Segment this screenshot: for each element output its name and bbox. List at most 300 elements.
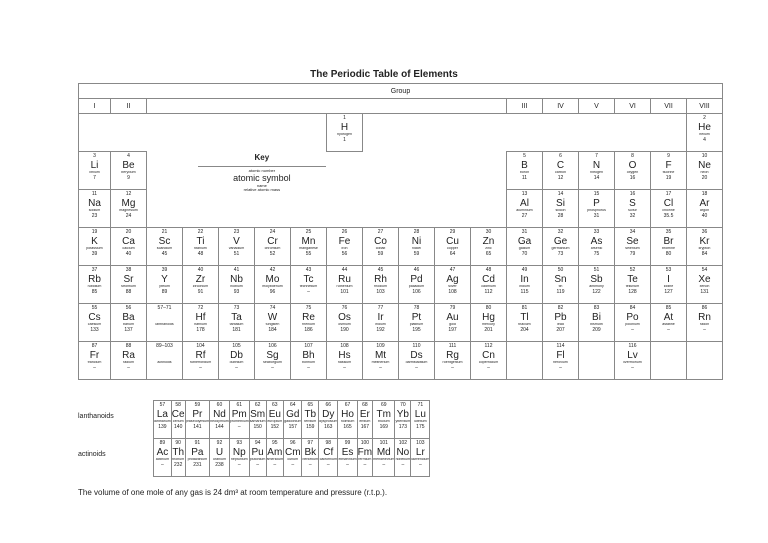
element-name: nitrogen: [590, 171, 603, 174]
relative-atomic-mass: 80: [665, 251, 672, 257]
element-cell: [363, 342, 399, 380]
element-name: livermorium: [623, 361, 642, 364]
row1-blank: [363, 114, 687, 152]
atomic-symbol: Db: [230, 350, 243, 361]
atomic-number: 79: [449, 305, 456, 311]
atomic-number: 11: [91, 191, 98, 197]
relative-atomic-mass: 75: [593, 251, 600, 257]
row1-blank: [79, 114, 327, 152]
element-cell: [154, 439, 172, 477]
relative-atomic-mass: 45: [161, 251, 168, 257]
relative-atomic-mass: 84: [701, 251, 708, 257]
relative-atomic-mass: 32: [629, 213, 636, 219]
atomic-symbol: P: [593, 198, 600, 209]
relative-atomic-mass: –: [343, 365, 346, 371]
atomic-number: 95: [272, 440, 278, 446]
relative-atomic-mass: 88: [125, 289, 132, 295]
relative-atomic-mass: –: [256, 462, 260, 468]
atomic-number: 27: [377, 229, 384, 235]
element-cell: [210, 401, 230, 439]
element-name: magnesium: [119, 209, 138, 212]
relative-atomic-mass: 31: [593, 213, 600, 219]
atomic-symbol: Dy: [322, 409, 335, 420]
atomic-number: 2: [703, 115, 706, 121]
element-name: rutherfordium: [189, 361, 212, 364]
element-name: polonium: [625, 323, 640, 326]
relative-atomic-mass: –: [273, 462, 277, 468]
atomic-symbol: Ac: [156, 447, 169, 458]
relative-atomic-mass: –: [237, 424, 241, 430]
element-cell: [185, 401, 210, 439]
relative-atomic-mass: –: [346, 462, 349, 468]
atomic-symbol: Hf: [195, 312, 206, 323]
atomic-number: 19: [91, 229, 98, 235]
relative-atomic-mass: 232: [174, 462, 183, 468]
element-name: chromium: [264, 247, 281, 250]
atomic-symbol: Mo: [265, 274, 280, 285]
atomic-symbol: Cr: [267, 236, 278, 247]
element-cell: [687, 190, 723, 228]
element-name: seaborgium: [263, 361, 282, 364]
element-cell: [687, 304, 723, 342]
element-name: fluorine: [662, 171, 675, 174]
relative-atomic-mass: 59: [413, 251, 420, 257]
element-name: iron: [341, 247, 348, 250]
f-block-table: [153, 400, 430, 477]
empty-cell: [687, 342, 723, 380]
element-name: lawrencium: [411, 458, 430, 461]
atomic-symbol: Gd: [286, 409, 300, 420]
atomic-number: 55: [91, 305, 98, 311]
atomic-symbol: Ce: [171, 409, 185, 420]
atomic-number: 30: [485, 229, 492, 235]
atomic-symbol: Te: [627, 274, 638, 285]
element-cell: [327, 304, 363, 342]
relative-atomic-mass: 103: [376, 289, 385, 295]
element-name: cadmium: [481, 285, 496, 288]
atomic-number: 60: [216, 402, 223, 408]
element-name: yttrium: [159, 285, 170, 288]
atomic-symbol: Y: [161, 274, 168, 285]
element-name: hydrogen: [337, 133, 352, 136]
relative-atomic-mass: –: [308, 462, 312, 468]
element-cell: [183, 342, 219, 380]
element-name: berkelium: [302, 458, 319, 461]
element-name: protactinium: [187, 458, 208, 461]
element-cell: [338, 439, 357, 477]
element-name: meitnerium: [371, 361, 390, 364]
atomic-symbol: [147, 350, 182, 361]
element-cell: [255, 304, 291, 342]
atomic-number: 40: [197, 267, 204, 273]
element-cell: [79, 342, 111, 380]
element-cell: [687, 152, 723, 190]
relative-atomic-mass: –: [326, 462, 330, 468]
element-name: roentgenium: [442, 361, 463, 364]
element-cell: [399, 342, 435, 380]
element-name: neodymium: [210, 420, 229, 423]
atomic-symbol: Ge: [553, 236, 568, 247]
element-cell: [651, 266, 687, 304]
key-symbol: atomic symbol: [233, 173, 291, 183]
atomic-number: 52: [629, 267, 636, 273]
element-name: copper: [447, 247, 458, 250]
atomic-number: 42: [269, 267, 276, 273]
atomic-symbol: O: [628, 160, 637, 171]
atomic-symbol: Cu: [446, 236, 459, 247]
relative-atomic-mass: –: [401, 462, 405, 468]
atomic-symbol: Er: [359, 409, 370, 420]
element-cell: [183, 304, 219, 342]
atomic-symbol: Ar: [699, 198, 710, 209]
atomic-number: 31: [521, 229, 528, 235]
atomic-symbol: Am: [267, 447, 283, 458]
relative-atomic-mass: 195: [412, 327, 421, 333]
element-cell: [399, 266, 435, 304]
element-name: actinoids: [157, 361, 172, 364]
relative-atomic-mass: 91: [197, 289, 204, 295]
relative-atomic-mass: 28: [557, 213, 564, 219]
element-name: molybdenum: [262, 285, 283, 288]
atomic-number: 41: [233, 267, 240, 273]
relative-atomic-mass: –: [161, 462, 164, 468]
atomic-number: 57: [159, 402, 166, 408]
atomic-number: 5: [523, 153, 526, 159]
atomic-symbol: Nd: [213, 409, 226, 420]
atomic-number: 114: [556, 343, 565, 349]
group-number: I: [79, 99, 111, 114]
atomic-symbol: Be: [122, 160, 135, 171]
atomic-symbol: Li: [90, 160, 99, 171]
relative-atomic-mass: 150: [253, 424, 262, 430]
atomic-number: 74: [269, 305, 276, 311]
element-cell: [219, 228, 255, 266]
element-cell: [219, 266, 255, 304]
element-cell: [266, 401, 284, 439]
element-name: germanium: [551, 247, 570, 250]
element-cell: [357, 401, 372, 439]
element-name: niobium: [230, 285, 243, 288]
atomic-number: 89: [159, 440, 166, 446]
element-cell: [615, 342, 651, 380]
atomic-number: 49: [521, 267, 528, 273]
element-cell: [111, 266, 147, 304]
element-cell: [229, 439, 249, 477]
element-cell: [411, 401, 430, 439]
relative-atomic-mass: 73: [557, 251, 564, 257]
atomic-symbol: La: [156, 409, 168, 420]
element-name: darmstadtium: [405, 361, 428, 364]
element-cell: [327, 228, 363, 266]
group-number: VI: [615, 99, 651, 114]
relative-atomic-mass: 169: [379, 424, 388, 430]
relative-atomic-mass: 93: [233, 289, 240, 295]
element-name: oxygen: [626, 171, 639, 174]
element-cell: [507, 152, 543, 190]
element-name: neon: [700, 171, 709, 174]
atomic-number: 100: [360, 440, 370, 446]
relative-atomic-mass: –: [237, 462, 241, 468]
element-name: bromine: [662, 247, 675, 250]
atomic-number: 103: [416, 440, 425, 446]
element-name: iodine: [663, 285, 674, 288]
relative-atomic-mass: 141: [193, 424, 202, 430]
element-name: technetium: [299, 285, 318, 288]
atomic-symbol: H: [340, 122, 349, 133]
element-name: californium: [319, 458, 337, 461]
relative-atomic-mass: 167: [360, 424, 370, 430]
relative-atomic-mass: –: [291, 462, 295, 468]
element-cell: [171, 401, 185, 439]
relative-atomic-mass: 52: [269, 251, 276, 257]
atomic-symbol: At: [663, 312, 674, 323]
atomic-symbol: Ti: [196, 236, 205, 247]
element-name: scandium: [156, 247, 173, 250]
relative-atomic-mass: 79: [629, 251, 636, 257]
element-cell: [357, 439, 372, 477]
atomic-number: 76: [341, 305, 348, 311]
element-cell: [255, 266, 291, 304]
element-cell: [338, 401, 357, 439]
relative-atomic-mass: –: [703, 327, 706, 333]
group-number: V: [579, 99, 615, 114]
atomic-symbol: Ir: [377, 312, 384, 323]
atomic-symbol: He: [698, 122, 711, 133]
atomic-number: 108: [340, 343, 349, 349]
atomic-symbol: Re: [302, 312, 315, 323]
element-name: radium: [123, 361, 134, 364]
atomic-symbol: Eu: [268, 409, 281, 420]
atomic-number: 101: [379, 440, 388, 446]
atomic-symbol: Tb: [304, 409, 317, 420]
atomic-symbol: Np: [232, 447, 246, 458]
atomic-symbol: Os: [338, 312, 351, 323]
atomic-number: 110: [412, 343, 421, 349]
atomic-number: 92: [216, 440, 223, 446]
atomic-number: 67: [344, 402, 351, 408]
element-cell: [471, 228, 507, 266]
atomic-symbol: Pd: [410, 274, 423, 285]
relative-atomic-mass: 207: [556, 327, 565, 333]
atomic-number: 93: [236, 440, 243, 446]
atomic-number: 12: [125, 191, 132, 197]
atomic-number: 13: [521, 191, 528, 197]
element-cell: [615, 152, 651, 190]
atomic-symbol: Kr: [699, 236, 710, 247]
atomic-number: 105: [232, 343, 241, 349]
relative-atomic-mass: 48: [197, 251, 204, 257]
relative-atomic-mass: –: [379, 365, 382, 371]
element-name: bohrium: [302, 361, 315, 364]
atomic-number: 20: [125, 229, 132, 235]
atomic-symbol: Fr: [89, 350, 100, 361]
element-cell: [154, 401, 172, 439]
atomic-symbol: Lr: [415, 447, 425, 458]
element-cell: [395, 401, 411, 439]
element-name: thorium: [172, 458, 185, 461]
element-name: carbon: [555, 171, 566, 174]
relative-atomic-mass: 128: [628, 289, 637, 295]
element-name: praseodymium: [185, 420, 210, 423]
element-name: mendelevium: [373, 458, 395, 461]
element-name: actinium: [155, 458, 170, 461]
atomic-symbol: Bh: [302, 350, 315, 361]
atomic-number: 24: [269, 229, 276, 235]
atomic-number: 18: [701, 191, 708, 197]
element-name: astatine: [662, 323, 675, 326]
element-cell: [615, 304, 651, 342]
element-name: thallium: [518, 323, 531, 326]
atomic-number: 48: [485, 267, 492, 273]
element-name: zirconium: [192, 285, 209, 288]
relative-atomic-mass: –: [199, 365, 202, 371]
atomic-number: 10: [701, 153, 708, 159]
element-cell: [507, 228, 543, 266]
atomic-symbol: Rn: [698, 312, 711, 323]
atomic-number: 7: [595, 153, 598, 159]
atomic-symbol: Mg: [121, 198, 136, 209]
relative-atomic-mass: 190: [340, 327, 349, 333]
atomic-number: 39: [161, 267, 168, 273]
atomic-number: 38: [125, 267, 132, 273]
relative-atomic-mass: 140: [174, 424, 183, 430]
atomic-symbol: Cl: [663, 198, 674, 209]
relative-atomic-mass: 108: [448, 289, 457, 295]
atomic-symbol: In: [520, 274, 529, 285]
element-name: rhenium: [302, 323, 315, 326]
element-cell: [363, 266, 399, 304]
element-cell: [302, 439, 319, 477]
atomic-number: 45: [377, 267, 384, 273]
atomic-symbol: Sr: [123, 274, 134, 285]
element-name: francium: [87, 361, 102, 364]
atomic-symbol: Bi: [592, 312, 601, 323]
element-cell: [327, 342, 363, 380]
element-name: europium: [267, 420, 283, 423]
relative-atomic-mass: –: [307, 289, 310, 295]
atomic-number: 3: [93, 153, 96, 159]
relative-atomic-mass: 192: [376, 327, 385, 333]
element-name: thulium: [377, 420, 390, 423]
atomic-number: 87: [91, 343, 98, 349]
atomic-number: 15: [593, 191, 600, 197]
atomic-number: 47: [449, 267, 456, 273]
element-cell: [147, 266, 183, 304]
element-cell: [249, 401, 266, 439]
atomic-number: 90: [175, 440, 181, 446]
element-name: gallium: [518, 247, 531, 250]
element-cell: [111, 304, 147, 342]
element-cell: [79, 266, 111, 304]
element-name: lutetium: [414, 420, 427, 423]
atomic-number: 99: [344, 440, 351, 446]
relative-atomic-mass: –: [418, 462, 422, 468]
relative-atomic-mass: –: [271, 365, 274, 371]
relative-atomic-mass: 4: [703, 137, 706, 143]
element-cell: [183, 228, 219, 266]
atomic-symbol: F: [665, 160, 672, 171]
element-cell: [291, 266, 327, 304]
element-name: sulfur: [628, 209, 637, 212]
element-name: rhodium: [374, 285, 387, 288]
element-name: uranium: [212, 458, 226, 461]
atomic-number: 81: [521, 305, 528, 311]
key-box: [147, 152, 507, 228]
relative-atomic-mass: 131: [700, 289, 709, 295]
relative-atomic-mass: 40: [125, 251, 132, 257]
atomic-number: 17: [665, 191, 672, 197]
key-name: name: [256, 183, 267, 188]
element-cell: [687, 228, 723, 266]
element-cell: [543, 228, 579, 266]
element-cell: [284, 401, 302, 439]
atomic-symbol: Sb: [590, 274, 603, 285]
atomic-symbol: W: [267, 312, 278, 323]
transition-header-blank: [147, 99, 507, 114]
atomic-number: 44: [341, 267, 348, 273]
element-cell: [651, 228, 687, 266]
element-name: lanthanoids: [155, 323, 174, 326]
element-cell: [327, 266, 363, 304]
element-name: beryllium: [121, 171, 136, 174]
element-cell: [147, 304, 183, 342]
relative-atomic-mass: 85: [91, 289, 98, 295]
relative-atomic-mass: 65: [485, 251, 492, 257]
relative-atomic-mass: –: [382, 462, 386, 468]
group-number: IV: [543, 99, 579, 114]
atomic-symbol: Cd: [482, 274, 495, 285]
atomic-symbol: Tm: [376, 409, 391, 420]
element-cell: [579, 190, 615, 228]
atomic-symbol: Ho: [341, 409, 354, 420]
element-cell: [615, 228, 651, 266]
atomic-number: 59: [194, 402, 201, 408]
atomic-number: 109: [376, 343, 385, 349]
relative-atomic-mass: 197: [448, 327, 457, 333]
relative-atomic-mass: 27: [521, 213, 528, 219]
atomic-symbol: [147, 312, 182, 323]
element-name: cobalt: [375, 247, 386, 250]
atomic-number: 6: [559, 153, 562, 159]
relative-atomic-mass: 209: [592, 327, 601, 333]
element-cell: [363, 304, 399, 342]
atomic-symbol: Se: [626, 236, 639, 247]
relative-atomic-mass: 55: [305, 251, 312, 257]
atomic-symbol: Ag: [446, 274, 459, 285]
element-name: holmium: [340, 420, 355, 423]
relative-atomic-mass: 173: [398, 424, 408, 430]
atomic-number: 23: [233, 229, 240, 235]
empty-cell: [579, 342, 615, 380]
atomic-symbol: Bk: [304, 447, 317, 458]
atomic-number: 21: [161, 229, 168, 235]
atomic-number: 4: [127, 153, 130, 159]
element-cell: [435, 228, 471, 266]
atomic-symbol: N: [592, 160, 601, 171]
atomic-symbol: U: [215, 447, 224, 458]
atomic-symbol: Al: [520, 198, 529, 209]
element-name: curium: [287, 458, 299, 461]
atomic-number: 36: [701, 229, 708, 235]
atomic-number: 43: [305, 267, 312, 273]
atomic-symbol: Rh: [374, 274, 387, 285]
atomic-number: 29: [449, 229, 456, 235]
key-title: Key: [254, 153, 270, 162]
atomic-number: 8: [631, 153, 634, 159]
element-name: vanadium: [228, 247, 245, 250]
element-cell: [579, 304, 615, 342]
element-cell: [302, 401, 319, 439]
